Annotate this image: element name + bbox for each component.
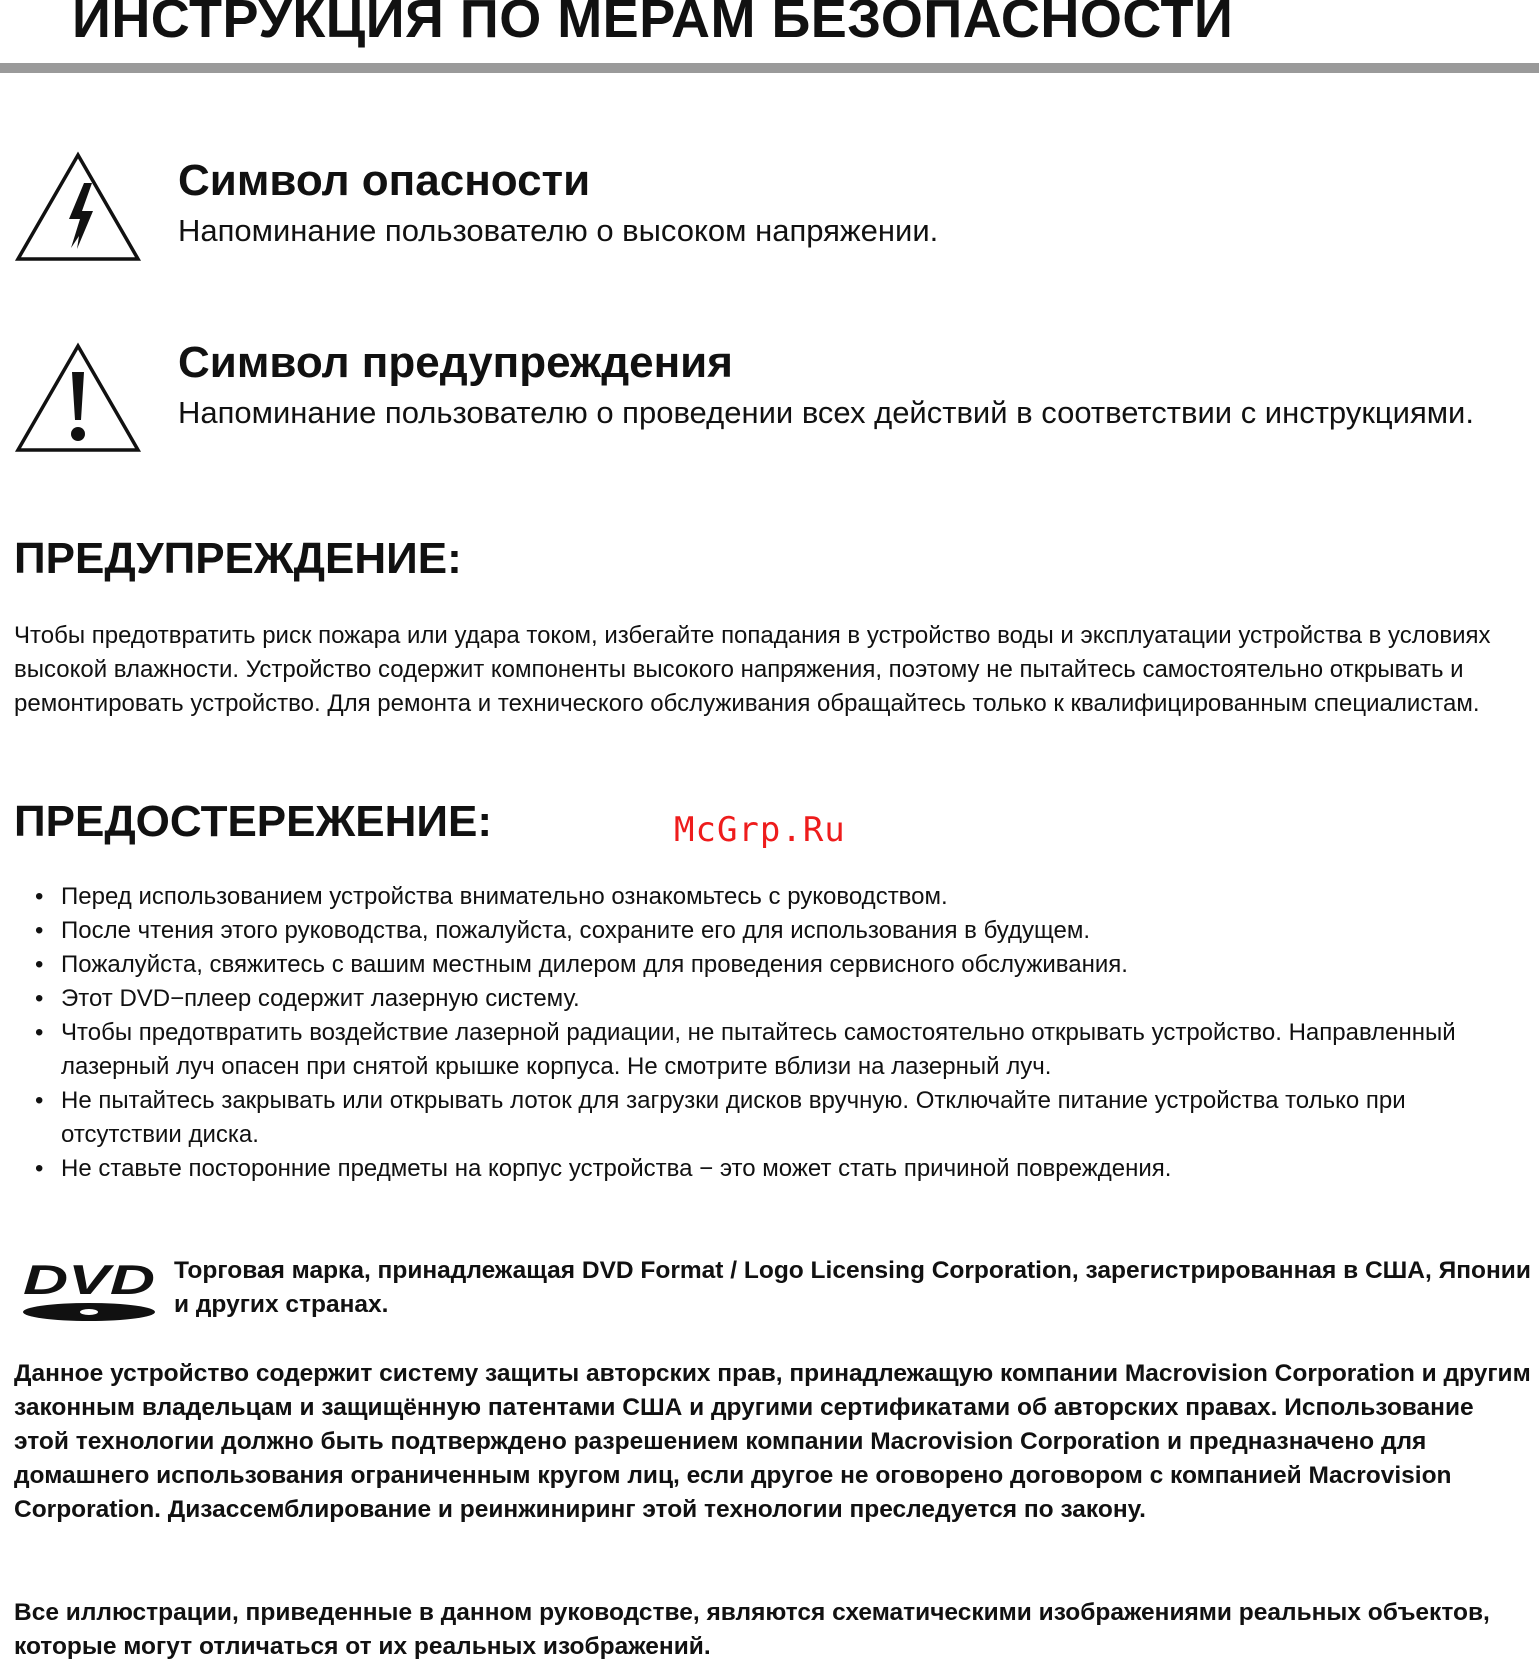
page-title: ИНСТРУКЦИЯ ПО МЕРАМ БЕЗОПАСНОСТИ <box>72 0 1234 49</box>
danger-symbol-text: Напоминание пользователю о высоком напряжении. <box>178 213 939 248</box>
list-item: • Чтобы предотвратить воздействие лазерной радиации, не пытайтесь самостоятельно открывать устройство. Направленный лазерный луч опасен при снятой крышке корпуса. Не смотрите вблизи на лазерный луч. <box>32 1016 1512 1084</box>
list-item: • Не ставьте посторонние предметы на корпус устройства − это может стать причиной повреждения. <box>32 1152 1512 1186</box>
dvd-logo-text: DVD <box>23 1258 155 1303</box>
list-item: • Перед использованием устройства внимательно ознакомьтесь с руководством. <box>32 880 1512 914</box>
macrovision-text: Данное устройство содержит систему защиты авторских прав, принадлежащую компании Macrovision Corporation и другим законным владельцам и защищённую патентами США и другими сертификатами об авторских правах. Использование этой технологии должно быть подтверждено разрешением компании Macrovision Corporation и предназначено для домашнего использования ограниченным кругом лиц, если другое не оговорено договором с компанией Macrovision Corporation. Дизассемблирование и реинжиниринг этой технологии преследуется по закону. <box>14 1360 1531 1523</box>
danger-symbol-heading: Символ опасности <box>178 156 591 205</box>
list-item: • Не пытайтесь закрывать или открывать лоток для загрузки дисков вручную. Отключайте питание устройства только при отсутствии диска. <box>32 1084 1512 1152</box>
high-voltage-warning-icon <box>14 151 142 263</box>
watermark-text: McGrp.Ru <box>674 810 846 850</box>
title-divider <box>0 63 1539 73</box>
dvd-logo <box>16 1258 162 1323</box>
list-item: • После чтения этого руководства, пожалуйста, сохраните его для использования в будущем. <box>32 914 1512 948</box>
list-item: • Этот DVD−плеер содержит лазерную систему. <box>32 982 1512 1016</box>
warning-symbol-text: Напоминание пользователю о проведении всех действий в соответствии с инструкциями. <box>178 395 1474 430</box>
warning-symbol-heading: Символ предупреждения <box>178 338 733 387</box>
dvd-trademark-text: Торговая марка, принадлежащая DVD Format / Logo Licensing Corporation, зарегистрированная в США, Японии и других странах. <box>174 1257 1531 1318</box>
caution-heading: ПРЕДОСТЕРЕЖЕНИЕ: <box>14 797 493 846</box>
warning-heading: ПРЕДУПРЕЖДЕНИЕ: <box>14 534 462 583</box>
warning-text: Чтобы предотвратить риск пожара или удара током, избегайте попадания в устройство воды и эксплуатации устройства в условиях высокой влажности. Устройство содержит компоненты высокого напряжения, поэтому не пытайтесь самостоятельно открывать и ремонтировать устройство. Для ремонта и технического обслуживания обращайтесь только к квалифицированным специалистам. <box>14 622 1491 717</box>
list-item: • Пожалуйста, свяжитесь с вашим местным дилером для проведения сервисного обслуживания. <box>32 948 1512 982</box>
exclamation-warning-icon <box>14 342 142 454</box>
illustrations-disclaimer: Все иллюстрации, приведенные в данном руководстве, являются схематическими изображениями реальных объектов, которые могут отличаться от их реальных изображений. <box>14 1599 1490 1660</box>
caution-list <box>32 880 1512 1186</box>
